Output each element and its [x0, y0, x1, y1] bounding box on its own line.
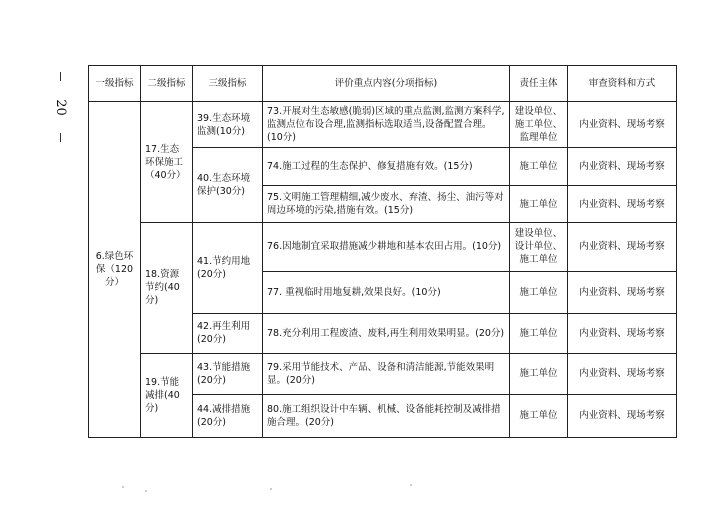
- subject-cell: 施工单位: [510, 313, 568, 353]
- content-cell: 77. 重视临时用地复耕,效果良好。(10分): [263, 271, 510, 313]
- level2-cell: 17.生态环保施工（40分）: [141, 102, 193, 223]
- subject-cell: 建设单位、施工单位、监理单位: [510, 102, 568, 148]
- level3-cell: 41.节约用地(20分): [193, 223, 263, 313]
- scan-speck: [145, 490, 147, 492]
- level1-cell: 6.绿色环保（120分）: [89, 102, 141, 438]
- scan-speck: [122, 486, 124, 488]
- method-cell: 内业资料、现场考察: [568, 271, 677, 313]
- page-number-dash-top: [60, 72, 61, 81]
- table-row: [89, 102, 677, 148]
- content-cell: 79.采用节能技术、产品、设备和清洁能源,节能效果明显。(20分): [263, 353, 510, 394]
- table-header-row: [89, 66, 677, 102]
- table-row: [89, 223, 677, 271]
- level3-cell: 43.节能措施(20分): [193, 353, 263, 394]
- subject-cell: 施工单位: [510, 353, 568, 394]
- method-cell: 内业资料、现场考察: [568, 102, 677, 148]
- level3-cell: 39.生态环境监测(10分): [193, 102, 263, 148]
- page-number: [50, 72, 70, 142]
- table-row: [89, 353, 677, 394]
- method-cell: 内业资料、现场考察: [568, 148, 677, 186]
- content-cell: 80.施工组织设计中车辆、机械、设备能耗控制及减排措施合理。(20分): [263, 394, 510, 437]
- level2-cell: 18.资源节约(40分): [141, 223, 193, 353]
- header-level1: 一级指标: [89, 66, 141, 102]
- subject-cell: 施工单位: [510, 186, 568, 223]
- header-level2: 二级指标: [141, 66, 193, 102]
- page-number-text: 20: [52, 98, 68, 116]
- subject-cell: 建设单位、设计单位、施工单位: [510, 223, 568, 271]
- method-cell: 内业资料、现场考察: [568, 186, 677, 223]
- header-subject: 责任主体: [510, 66, 568, 102]
- scan-speck: [270, 488, 272, 490]
- level3-cell: 44.减排措施(20分): [193, 394, 263, 437]
- method-cell: 内业资料、现场考察: [568, 223, 677, 271]
- content-cell: 76.因地制宜采取措施减少耕地和基本农田占用。(10分): [263, 223, 510, 271]
- method-cell: 内业资料、现场考察: [568, 313, 677, 353]
- content-cell: 74.施工过程的生态保护、修复措施有效。(15分): [263, 148, 510, 186]
- method-cell: 内业资料、现场考察: [568, 394, 677, 437]
- evaluation-table: [88, 65, 677, 438]
- header-content: 评价重点内容(分项指标): [263, 66, 510, 102]
- level3-cell: 42.再生利用(20分): [193, 313, 263, 353]
- page-number-dash-bottom: [60, 133, 61, 142]
- scan-speck: [410, 484, 412, 486]
- level2-cell: 19.节能减排(40分): [141, 353, 193, 437]
- level3-cell: 40.生态环境保护(30分): [193, 148, 263, 223]
- header-level3: 三级指标: [193, 66, 263, 102]
- subject-cell: 施工单位: [510, 271, 568, 313]
- content-cell: 75.文明施工管理精细,减少废水、弃渣、扬尘、油污等对周边环境的污染,措施有效。(15分): [263, 186, 510, 223]
- subject-cell: 施工单位: [510, 394, 568, 437]
- content-cell: 73.开展对生态敏感(脆弱)区域的重点监测,监测方案科学,监测点位布设合理,监测指标选取适当,设备配置合理。(10分): [263, 102, 510, 148]
- subject-cell: 施工单位: [510, 148, 568, 186]
- method-cell: 内业资料、现场考察: [568, 353, 677, 394]
- header-method: 审查资料和方式: [568, 66, 677, 102]
- content-cell: 78.充分利用工程废渣、废料,再生利用效果明显。(20分): [263, 313, 510, 353]
